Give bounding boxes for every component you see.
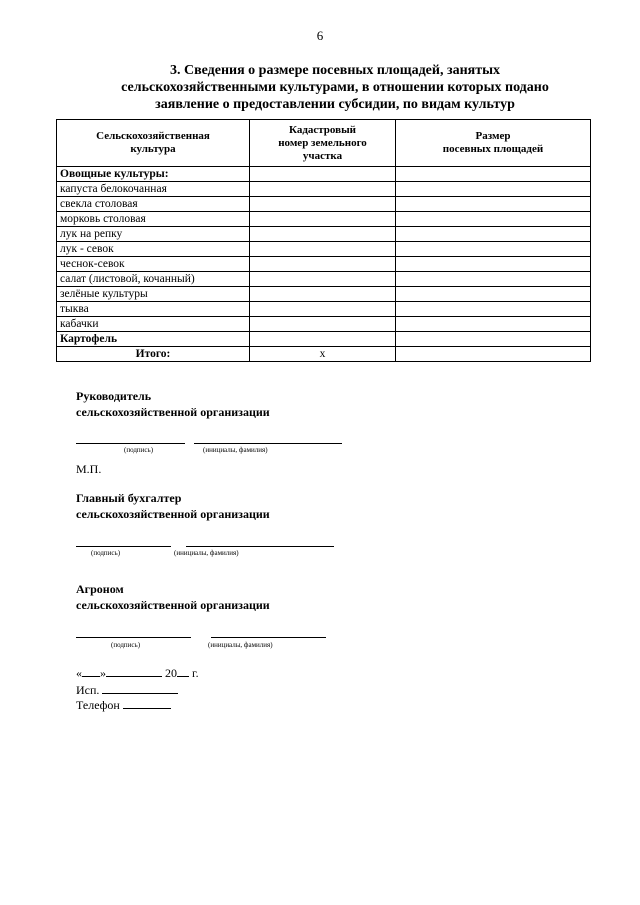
executor-line xyxy=(76,682,178,698)
title-line-1: 3. Сведения о размере посевных площадей, занятых xyxy=(169,63,501,78)
total-cadastral: x xyxy=(250,347,396,362)
table-row xyxy=(57,227,591,242)
date-open-quote: « xyxy=(76,666,82,680)
table-row xyxy=(57,212,591,227)
agronomist-signature-block xyxy=(76,581,270,613)
table-row xyxy=(57,302,591,317)
crop-cell: кабачки xyxy=(57,317,250,332)
area-cell xyxy=(396,272,591,287)
agronomist-sign-caption: (подпись) xyxy=(111,641,141,649)
head-signature-block xyxy=(76,388,270,420)
head-sign-caption: (подпись) xyxy=(124,446,154,454)
table-row xyxy=(57,182,591,197)
cadastral-cell xyxy=(250,272,396,287)
crop-cell: свекла столовая xyxy=(57,197,250,212)
cadastral-cell xyxy=(250,212,396,227)
head-name-caption: (инициалы, фамилия) xyxy=(203,446,268,454)
section-title xyxy=(70,62,600,113)
page-number: 6 xyxy=(316,28,324,43)
phone-line xyxy=(76,697,171,713)
area-cell xyxy=(396,227,591,242)
crop-cell: лук на репку xyxy=(57,227,250,242)
cadastral-cell xyxy=(250,257,396,272)
cadastral-cell xyxy=(250,287,396,302)
area-cell xyxy=(396,242,591,257)
crop-cell: Овощные культуры: xyxy=(57,167,250,182)
executor-field[interactable] xyxy=(102,682,178,694)
header-area-text: Размер посевных площадей xyxy=(442,130,544,155)
date-close-quote: » xyxy=(100,666,106,680)
area-cell xyxy=(396,197,591,212)
date-year-field[interactable] xyxy=(177,665,189,677)
agronomist-name-caption: (инициалы, фамилия) xyxy=(208,641,273,649)
cadastral-cell xyxy=(250,227,396,242)
table-row xyxy=(57,332,591,347)
area-cell xyxy=(396,212,591,227)
crop-cell: морковь столовая xyxy=(57,212,250,227)
crop-cell: Картофель xyxy=(57,332,250,347)
accountant-sign-line[interactable] xyxy=(76,546,171,547)
table-row xyxy=(57,272,591,287)
cadastral-cell xyxy=(250,242,396,257)
table-row xyxy=(57,167,591,182)
area-cell xyxy=(396,317,591,332)
date-year-prefix: 20 xyxy=(165,666,177,680)
crop-cell: чеснок-севок xyxy=(57,257,250,272)
agronomist-name-line[interactable] xyxy=(211,637,326,638)
area-cell xyxy=(396,302,591,317)
agronomist-sign-line[interactable] xyxy=(76,637,191,638)
cadastral-cell xyxy=(250,197,396,212)
crop-cell: капуста белокочанная xyxy=(57,182,250,197)
date-month-field[interactable] xyxy=(106,665,162,677)
header-crop-text: Сельскохозяйственная культура xyxy=(96,130,210,155)
crop-cell: лук - севок xyxy=(57,242,250,257)
title-line-3: заявление о предоставлении субсидии, по видам культур xyxy=(155,97,515,112)
head-title-line2: сельскохозяйственной организации xyxy=(76,405,270,419)
table-header-row xyxy=(57,120,591,167)
table-row xyxy=(57,197,591,212)
cadastral-cell xyxy=(250,182,396,197)
accountant-name-line[interactable] xyxy=(186,546,334,547)
date-day-field[interactable] xyxy=(82,665,100,677)
header-crop xyxy=(57,120,250,167)
head-sign-line[interactable] xyxy=(76,443,185,444)
crops-table xyxy=(56,119,591,362)
area-cell xyxy=(396,182,591,197)
accountant-name-caption: (инициалы, фамилия) xyxy=(174,549,239,557)
head-title-line1: Руководитель xyxy=(76,389,152,403)
accountant-sign-caption: (подпись) xyxy=(91,549,121,557)
table-row xyxy=(57,257,591,272)
crop-cell: салат (листовой, кочанный) xyxy=(57,272,250,287)
agronomist-title-line2: сельскохозяйственной организации xyxy=(76,598,270,612)
date-year-suffix: г. xyxy=(192,666,199,680)
header-area xyxy=(396,120,591,167)
header-cadastral-text: Кадастровый номер земельного участка xyxy=(278,123,367,162)
area-cell xyxy=(396,257,591,272)
total-area xyxy=(396,347,591,362)
accountant-title-line1: Главный бухгалтер xyxy=(76,491,182,505)
stamp-label: М.П. xyxy=(76,462,102,476)
phone-field[interactable] xyxy=(123,697,171,709)
table-row xyxy=(57,287,591,302)
accountant-title-line2: сельскохозяйственной организации xyxy=(76,507,270,521)
head-name-line[interactable] xyxy=(194,443,342,444)
total-label: Итого: xyxy=(57,347,250,362)
agronomist-title-line1: Агроном xyxy=(76,582,124,596)
executor-label: Исп. xyxy=(76,683,100,697)
crop-cell: тыква xyxy=(57,302,250,317)
cadastral-cell xyxy=(250,317,396,332)
area-cell xyxy=(396,287,591,302)
phone-label: Телефон xyxy=(76,698,120,712)
accountant-signature-block xyxy=(76,490,270,522)
area-cell xyxy=(396,332,591,347)
cadastral-cell xyxy=(250,302,396,317)
total-row xyxy=(57,347,591,362)
area-cell xyxy=(396,167,591,182)
table-row xyxy=(57,317,591,332)
cadastral-cell xyxy=(250,167,396,182)
cadastral-cell xyxy=(250,332,396,347)
date-line xyxy=(76,665,199,681)
crop-cell: зелёные культуры xyxy=(57,287,250,302)
table-row xyxy=(57,242,591,257)
title-line-2: сельскохозяйственными культурами, в отношении которых подано xyxy=(121,80,549,95)
header-cadastral xyxy=(250,120,396,167)
